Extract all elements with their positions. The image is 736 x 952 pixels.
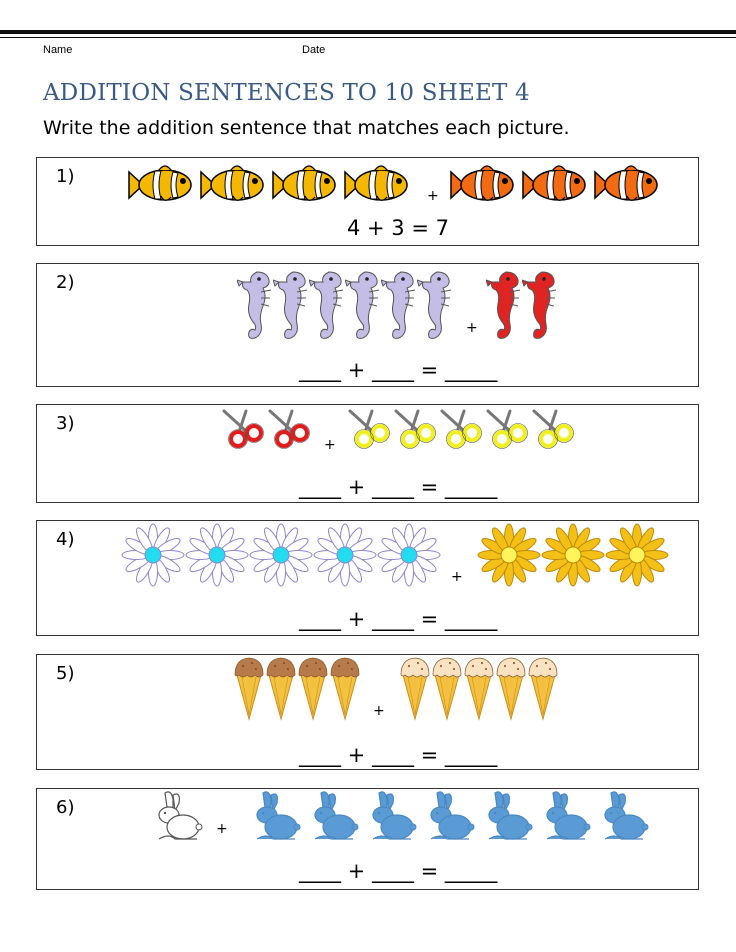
rabbit-icon <box>475 789 533 843</box>
problem-number: 1) <box>56 166 75 187</box>
rabbit-icon <box>359 789 417 843</box>
name-label: Name <box>43 44 73 56</box>
problem-1 <box>36 157 699 246</box>
clownfish-icon <box>197 162 269 208</box>
ice-cream-icon <box>265 655 297 721</box>
top-rule <box>0 30 736 34</box>
answer-sentence: ____ + ____ = _____ <box>299 475 498 499</box>
seahorse-icon <box>237 268 273 344</box>
rabbit-icon <box>591 789 649 843</box>
top-rule-thin <box>0 37 736 38</box>
problem-6 <box>36 788 699 890</box>
group-a <box>237 268 453 344</box>
scissors-icon <box>484 407 530 453</box>
group-b <box>243 789 649 843</box>
instructions: Write the addition sentence that matches each picture. <box>43 117 570 139</box>
group-a <box>121 523 441 587</box>
scissors-icon <box>346 407 392 453</box>
flower-icon <box>185 523 249 587</box>
ice-cream-icon <box>463 655 495 721</box>
scissors-icon <box>392 407 438 453</box>
flower-icon <box>541 523 605 587</box>
ice-cream-icon <box>431 655 463 721</box>
scissors-icon <box>266 407 312 453</box>
problem-number: 3) <box>56 413 75 434</box>
answer-sentence: ____ + ____ = _____ <box>299 743 498 767</box>
seahorse-icon <box>345 268 381 344</box>
group-a <box>220 407 312 453</box>
seahorse-icon <box>417 268 453 344</box>
scissors-icon <box>438 407 484 453</box>
group-a <box>125 162 413 208</box>
seahorse-icon <box>309 268 345 344</box>
ice-cream-icon <box>233 655 265 721</box>
date-label: Date <box>302 44 326 56</box>
plus-sign: + <box>427 188 439 204</box>
ice-cream-icon <box>495 655 527 721</box>
problem-4 <box>36 520 699 636</box>
answer-sentence: 4 + 3 = 7 <box>347 216 449 240</box>
problem-number: 5) <box>56 663 75 684</box>
group-b <box>486 268 558 344</box>
clownfish-icon <box>591 162 663 208</box>
group-b <box>346 407 576 453</box>
plus-sign: + <box>373 703 385 719</box>
clownfish-icon <box>519 162 591 208</box>
scissors-icon <box>220 407 266 453</box>
group-a <box>233 655 361 721</box>
seahorse-icon <box>381 268 417 344</box>
problem-number: 4) <box>56 529 75 550</box>
flower-icon <box>477 523 541 587</box>
ice-cream-icon <box>399 655 431 721</box>
clownfish-icon <box>341 162 413 208</box>
clownfish-icon <box>269 162 341 208</box>
rabbit-icon <box>145 789 203 843</box>
problem-2 <box>36 263 699 387</box>
group-a <box>145 789 203 843</box>
problem-3 <box>36 404 699 503</box>
answer-sentence: ____ + ____ = _____ <box>299 859 498 883</box>
answer-sentence: ____ + ____ = _____ <box>299 607 498 631</box>
group-b <box>447 162 663 208</box>
clownfish-icon <box>447 162 519 208</box>
seahorse-icon <box>486 268 522 344</box>
rabbit-icon <box>243 789 301 843</box>
scissors-icon <box>530 407 576 453</box>
group-b <box>399 655 559 721</box>
flower-icon <box>605 523 669 587</box>
flower-icon <box>313 523 377 587</box>
rabbit-icon <box>417 789 475 843</box>
group-b <box>477 523 669 587</box>
problem-5 <box>36 654 699 770</box>
answer-sentence: ____ + ____ = _____ <box>299 358 498 382</box>
worksheet-title: ADDITION SENTENCES TO 10 SHEET 4 <box>43 80 530 106</box>
ice-cream-icon <box>297 655 329 721</box>
flower-icon <box>249 523 313 587</box>
ice-cream-icon <box>527 655 559 721</box>
seahorse-icon <box>273 268 309 344</box>
ice-cream-icon <box>329 655 361 721</box>
plus-sign: + <box>451 569 463 585</box>
rabbit-icon <box>533 789 591 843</box>
rabbit-icon <box>301 789 359 843</box>
seahorse-icon <box>522 268 558 344</box>
plus-sign: + <box>216 821 228 837</box>
plus-sign: + <box>466 320 478 336</box>
flower-icon <box>377 523 441 587</box>
flower-icon <box>121 523 185 587</box>
problem-number: 2) <box>56 272 75 293</box>
plus-sign: + <box>324 437 336 453</box>
clownfish-icon <box>125 162 197 208</box>
problem-number: 6) <box>56 797 75 818</box>
